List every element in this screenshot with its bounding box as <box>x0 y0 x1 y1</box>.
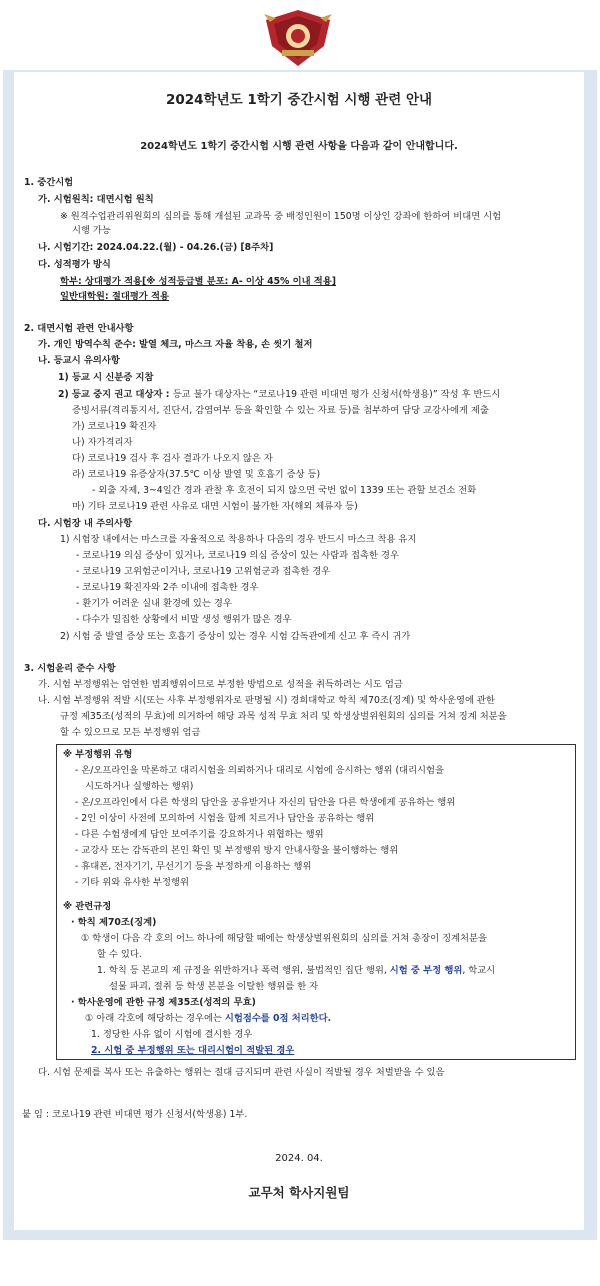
rules-heading: ※ 관련규정 <box>63 901 112 912</box>
page-title: 2024학년도 1학기 중간시험 시행 관련 안내 <box>165 92 433 108</box>
section-1-heading: 1. 중간시험 <box>24 177 74 188</box>
rule-1-title: · 학칙 제70조(징계) <box>71 917 157 928</box>
s2-case-ga: 가) 코로나19 확진자 <box>72 421 157 432</box>
document-date: 2024. 04. <box>275 1153 323 1164</box>
rule-1-line-c <box>97 964 495 977</box>
s3-item-na-line-1: 나. 시험 부정행위 적발 시(또는 사후 부정행위자로 판명될 시) 경희대학교 학칙 제70조(징계) 및 학사운영에 관한 <box>38 695 495 706</box>
undergrad-grading: 학부: 상대평가 적용[※ 성적등급별 분포: A- 이상 45% 이내 적용] <box>60 276 337 287</box>
rule-2-highlight: 시험점수를 0점 처리한다. <box>224 1013 332 1024</box>
rule-2-line-a <box>85 1012 331 1025</box>
s2-d2: 2) 시험 중 발열 증상 또는 호흡기 증상이 있는 경우 시험 감독관에게 신고 후 즉시 귀가 <box>60 631 411 642</box>
grad-grading: 일반대학원: 절대평가 적용 <box>60 291 169 302</box>
misconduct-box <box>56 744 576 1060</box>
s3-item-ga: 가. 시험 부정행위는 엄연한 범죄행위이므로 부정한 방법으로 성적을 취득하려는 시도 엄금 <box>38 679 403 690</box>
rule-1-line-a: ① 학생이 다음 각 호의 어느 하나에 해당할 때에는 학생상벌위원회의 심의를 거쳐 총장이 징계처분을 <box>81 933 487 944</box>
notice-document <box>14 72 584 1230</box>
rule-1-line-d: 설물 파괴, 절취 등 학생 본분을 이탈한 행위를 한 자 <box>109 981 319 992</box>
rule-2-line-c: 2. 시험 중 부정행위 또는 대리시험이 적발된 경우 <box>91 1045 295 1056</box>
s2-d1-a: - 코로나19 의심 증상이 있거나, 코로나19 의심 증상이 있는 사람과 접촉한 경우 <box>76 550 399 561</box>
university-emblem-icon <box>262 6 334 68</box>
s2-d1-c: - 코로나19 확진자와 2주 이내에 접촉한 경우 <box>76 582 259 593</box>
rule-2-line-a-pre: ① 아래 각호에 해당하는 경우에는 <box>85 1013 225 1024</box>
s2-d1-e: - 다수가 밀집한 상황에서 비말 생성 행위가 많은 경우 <box>76 614 292 625</box>
misconduct-type-7: - 기타 위와 유사한 부정행위 <box>75 877 189 888</box>
rule-1-line-b: 할 수 있다. <box>97 949 142 960</box>
s2-d1-b: - 코로나19 고위험군이거나, 코로나19 고위험군과 접촉한 경우 <box>76 566 331 577</box>
s2-case-ma: 마) 기타 코로나19 관련 사유로 대면 시험이 불가한 자(해외 체류자 등) <box>72 501 358 512</box>
rule-1-highlight: 시험 중 부정 행위 <box>389 965 463 976</box>
misconduct-types-heading: ※ 부정행위 유형 <box>63 749 133 760</box>
misconduct-type-1b: 시도하거나 실행하는 행위) <box>85 781 194 792</box>
s1-item-na: 나. 시험기간: 2024.04.22.(월) - 04.26.(금) [8주차] <box>38 242 274 253</box>
s3-item-da: 다. 시험 문제를 복사 또는 유출하는 행위는 절대 금지되며 관련 사실이 적발될 경우 처벌받을 수 있음 <box>38 1067 445 1078</box>
header-band <box>0 0 600 70</box>
misconduct-type-3: - 2인 이상이 사전에 모의하여 시험을 함께 치르거나 답안을 공유하는 행위 <box>75 813 375 824</box>
intro-text: 2024학년도 1학기 중간시험 시행 관련 사항을 다음과 같이 안내합니다. <box>140 141 458 152</box>
misconduct-type-5: - 교강사 또는 감독관의 본인 확인 및 부정행위 방지 안내사항을 불이행하는 행위 <box>75 845 399 856</box>
misconduct-type-4: - 다른 수험생에게 답안 보여주기를 강요하거나 위협하는 행위 <box>75 829 324 840</box>
s2-n2-text: 등교 불가 대상자는 “코로나19 관련 비대면 평가 신청서(학생용)” 작성 후 반드시 <box>172 389 501 400</box>
s2-item-ga: 가. 개인 방역수칙 준수: 발열 체크, 마스크 자율 착용, 손 씻기 철저 <box>38 339 313 350</box>
issuing-office: 교무처 학사지원팀 <box>248 1185 350 1200</box>
s2-case-na: 나) 자가격리자 <box>72 437 133 448</box>
s2-d1-d: - 환기가 어려운 실내 환경에 있는 경우 <box>76 598 232 609</box>
misconduct-type-2: - 온/오프라인에서 다른 학생의 답안을 공유받거나 자신의 답안을 다른 학생에게 공유하는 행위 <box>75 797 456 808</box>
s1-item-ga: 가. 시험원칙: 대면시험 원칙 <box>38 194 154 205</box>
rule-2-title: · 학사운영에 관한 규정 제35조(성적의 무효) <box>71 997 256 1008</box>
s1-note-line-1: ※ 원격수업관리위원회의 심의를 통해 개설된 교과목 중 배정인원이 150명 이상인 강좌에 한하여 비대면 시험 <box>60 211 502 222</box>
s3-item-na-line-3: 할 수 있으므로 모든 부정행위 엄금 <box>60 727 201 738</box>
s2-case-da: 다) 코로나19 검사 후 검사 결과가 나오지 않은 자 <box>72 453 273 464</box>
section-3-heading: 3. 시험윤리 준수 사항 <box>24 663 116 674</box>
rule-2-line-b: 1. 정당한 사유 없이 시험에 결시한 경우 <box>91 1029 253 1040</box>
s2-item-na: 나. 등교시 유의사항 <box>38 355 120 366</box>
misconduct-type-6: - 휴대폰, 전자기기, 무선기기 등을 부정하게 이용하는 행위 <box>75 861 312 872</box>
s2-case-ra: 라) 코로나19 유증상자(37.5℃ 이상 발열 및 호흡기 증상 등) <box>72 469 321 480</box>
s1-note-line-2: 시행 가능 <box>72 225 111 236</box>
s2-item-da: 다. 시험장 내 주의사항 <box>38 518 133 529</box>
s3-item-na-line-2: 규정 제35조(성적의 무효)에 의거하여 해당 과목 성적 무효 처리 및 학생상벌위원회의 심의를 거쳐 징계 처분을 <box>60 711 507 722</box>
rule-1-line-c-post: , 학교시 <box>462 965 496 976</box>
attachment-note: 붙 임 : 코로나19 관련 비대면 평가 신청서(학생용) 1부. <box>22 1109 248 1120</box>
rule-1-line-c-pre: 1. 학칙 등 본교의 제 규정을 위반하거나 폭력 행위, 불법적인 집단 행위, <box>97 965 390 976</box>
s2-case-ra-sub: - 외출 자제, 3~4일간 경과 관찰 후 호전이 되지 않으면 국번 없이 1339 또는 관할 보건소 전화 <box>92 485 477 496</box>
s2-n2-line-1 <box>58 388 500 401</box>
s1-item-da: 다. 성적평가 방식 <box>38 259 111 270</box>
s2-n2-label: 2) 등교 중지 권고 대상자 : <box>58 389 173 400</box>
s2-n1: 1) 등교 시 신분증 지참 <box>58 372 154 383</box>
section-2-heading: 2. 대면시험 관련 안내사항 <box>24 323 134 334</box>
misconduct-type-1a: - 온/오프라인을 막론하고 대리시험을 의뢰하거나 대리로 시험에 응시하는 행위 (대리시험을 <box>75 765 445 776</box>
s2-n2-line-2: 증빙서류(격리통지서, 진단서, 감염여부 등을 확인할 수 있는 자료 등)를 첨부하여 담당 교강사에게 제출 <box>72 405 489 416</box>
s2-d1: 1) 시험장 내에서는 마스크를 자율적으로 착용하나 다음의 경우 반드시 마스크 착용 유지 <box>60 534 417 545</box>
